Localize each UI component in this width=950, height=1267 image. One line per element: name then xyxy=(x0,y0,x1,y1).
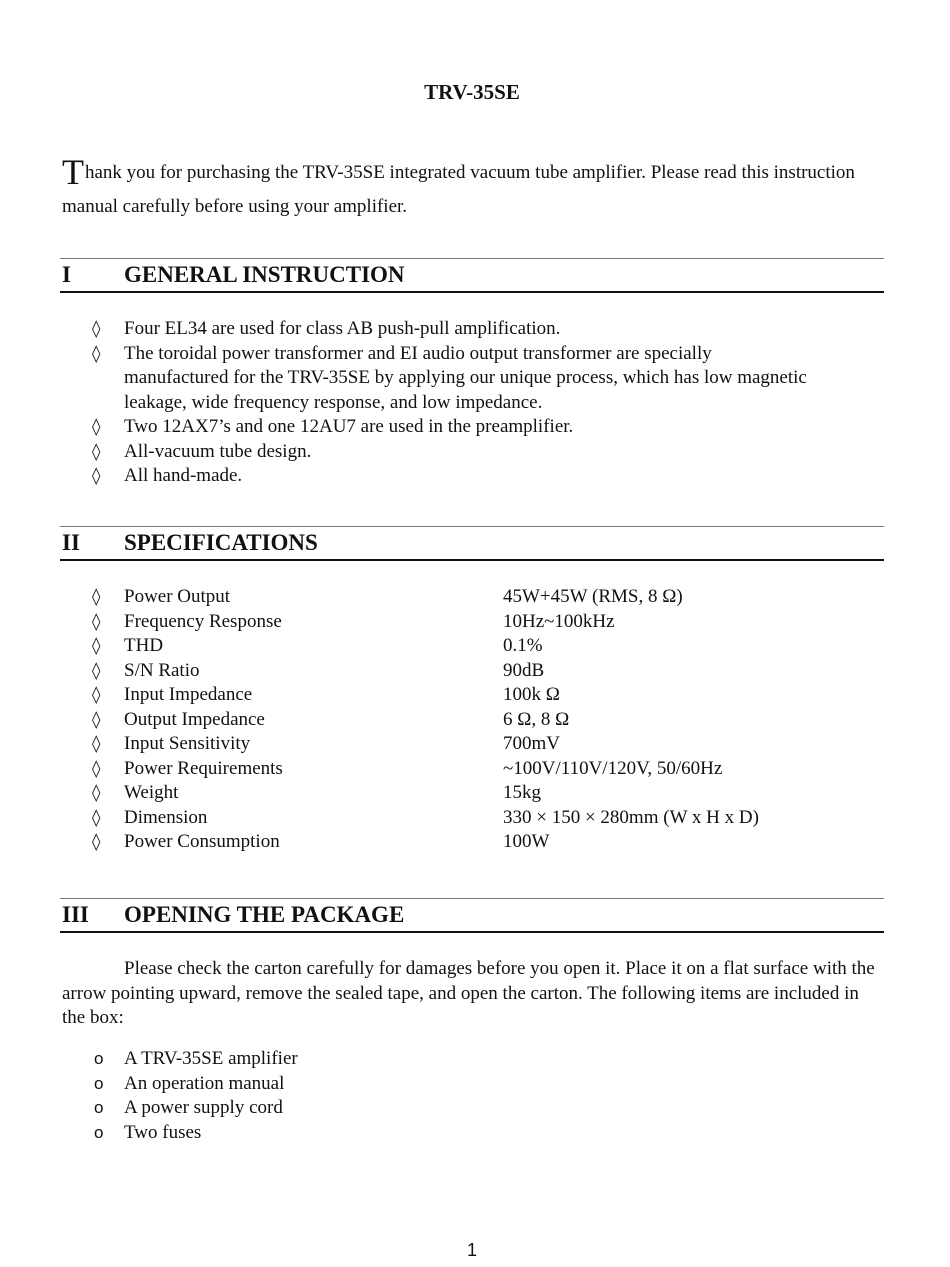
spec-value: 6 Ω, 8 Ω xyxy=(503,708,570,730)
spec-row xyxy=(0,585,950,610)
spec-label: THD xyxy=(124,635,164,656)
circle-bullet-icon: o xyxy=(94,1049,104,1068)
spec-value: 0.1% xyxy=(503,635,543,656)
section-title: SPECIFICATIONS xyxy=(124,530,318,555)
spec-value: 100W xyxy=(503,831,550,852)
spec-row xyxy=(0,757,950,782)
spec-value: 330 × 150 × 280mm (W x H x D) xyxy=(503,806,759,828)
spec-label: Weight xyxy=(124,782,179,803)
diamond-bullet-icon: ◊ xyxy=(92,734,101,754)
spec-label: Frequency Response xyxy=(124,610,282,632)
diamond-bullet-icon: ◊ xyxy=(92,758,101,779)
spec-value: 10Hz~100kHz xyxy=(503,610,615,632)
list-item: ◊ All hand-made. xyxy=(0,464,950,489)
diamond-bullet-icon: ◊ xyxy=(92,343,101,364)
list-item: o Two fuses xyxy=(0,1121,950,1146)
diamond-bullet-icon: ◊ xyxy=(92,417,101,437)
diamond-bullet-icon: ◊ xyxy=(92,807,101,828)
diamond-bullet-icon: ◊ xyxy=(92,611,101,632)
section-title: OPENING THE PACKAGE xyxy=(124,902,405,927)
spec-label: Output Impedance xyxy=(124,708,265,730)
circle-bullet-icon: o xyxy=(94,1122,104,1142)
spec-value: 90dB xyxy=(503,659,545,681)
circle-bullet-icon: o xyxy=(94,1098,104,1117)
section-number: III xyxy=(62,902,89,927)
diamond-bullet-icon: ◊ xyxy=(92,587,101,607)
intro-paragraph xyxy=(62,152,892,224)
spec-label: S/N Ratio xyxy=(124,659,200,681)
package-paragraph: Please check the carton carefully for damages before you open it. Place it on a flat surface with the arrow pointing upward, remove the sealed tape, and open the carton. The following items are included in the box: xyxy=(62,958,875,1028)
diamond-bullet-icon: ◊ xyxy=(92,685,101,705)
spec-row xyxy=(0,806,950,831)
section-header-opening-package xyxy=(60,898,884,933)
page-number: 1 xyxy=(466,1240,477,1260)
spec-row xyxy=(0,610,950,635)
spec-row xyxy=(0,732,950,757)
section-header-general xyxy=(60,258,884,293)
list-item: ◊ The toroidal power transformer and EI audio output transformer are specially manufactured for the TRV-35SE by applying our unique process, which has low magnetic leakage, wide frequency response, and low impedance. xyxy=(92,342,807,413)
diamond-bullet-icon: ◊ xyxy=(92,636,101,656)
spec-row xyxy=(0,634,950,659)
general-instruction-list xyxy=(0,317,950,489)
spec-label: Power Requirements xyxy=(124,757,283,779)
list-item: o An operation manual xyxy=(0,1072,950,1097)
package-items-list xyxy=(0,1047,950,1145)
diamond-bullet-icon: ◊ xyxy=(92,319,101,339)
diamond-bullet-icon: ◊ xyxy=(92,466,101,486)
spec-label: Input Sensitivity xyxy=(124,733,251,754)
intro-text: hank you for purchasing the TRV-35SE integrated vacuum tube amplifier. Please read this instruction manual carefully before using your amplifier. xyxy=(62,162,855,217)
circle-bullet-icon: o xyxy=(94,1073,104,1093)
diamond-bullet-icon: ◊ xyxy=(92,832,101,852)
diamond-bullet-icon: ◊ xyxy=(92,783,101,803)
spec-label: Power Consumption xyxy=(124,831,280,852)
spec-row xyxy=(0,659,950,684)
spec-value: 15kg xyxy=(503,782,541,803)
diamond-bullet-icon: ◊ xyxy=(92,441,101,462)
spec-row xyxy=(0,683,950,708)
list-item: o A TRV-35SE amplifier xyxy=(0,1047,950,1072)
list-item: ◊ Two 12AX7’s and one 12AU7 are used in the preamplifier. xyxy=(0,415,950,440)
spec-row xyxy=(0,708,950,733)
section-title: GENERAL INSTRUCTION xyxy=(124,262,405,287)
diamond-bullet-icon: ◊ xyxy=(92,660,101,681)
section-header-specifications xyxy=(60,526,884,561)
section-number: I xyxy=(62,262,71,287)
spec-label: Dimension xyxy=(124,806,208,828)
diamond-bullet-icon: ◊ xyxy=(92,709,101,730)
spec-label: Input Impedance xyxy=(124,684,253,705)
spec-value: 700mV xyxy=(503,733,560,754)
document-title: TRV-35SE xyxy=(424,80,520,104)
spec-row xyxy=(0,830,950,855)
list-item: ◊ All-vacuum tube design. xyxy=(0,440,950,465)
specifications-list xyxy=(0,585,950,855)
spec-row xyxy=(0,781,950,806)
section-number: II xyxy=(62,530,80,555)
drop-cap: T xyxy=(62,152,84,192)
spec-value: 45W+45W (RMS, 8 Ω) xyxy=(503,586,683,607)
spec-label: Power Output xyxy=(124,586,231,607)
list-item: ◊ Four EL34 are used for class AB push-pull amplification. xyxy=(0,317,950,342)
spec-value: ~100V/110V/120V, 50/60Hz xyxy=(503,757,723,779)
spec-value: 100k Ω xyxy=(503,684,560,705)
list-item: o A power supply cord xyxy=(0,1096,950,1121)
